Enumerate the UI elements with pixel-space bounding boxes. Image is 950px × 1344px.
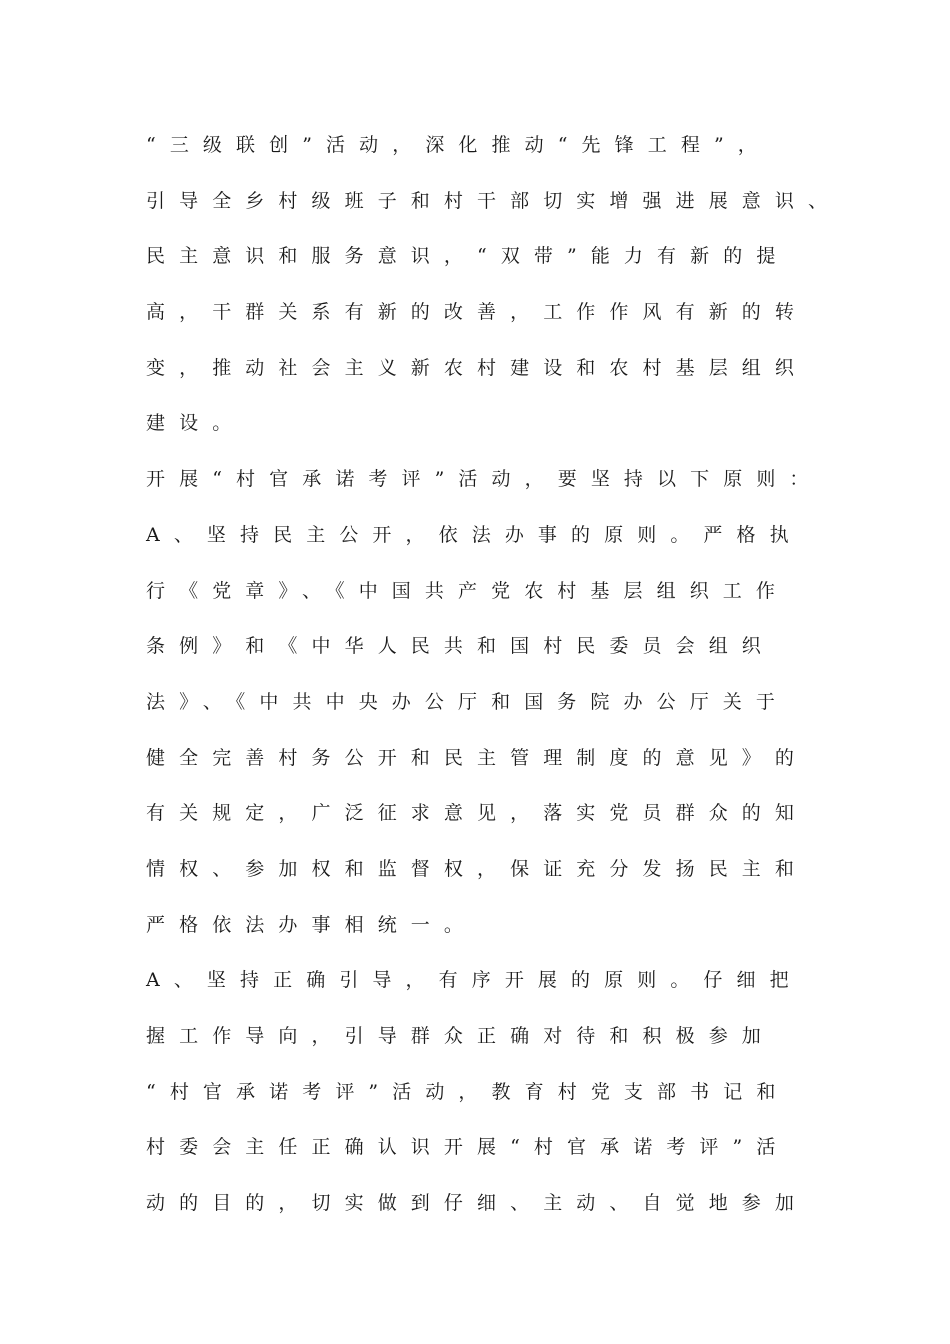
- text-line: 变，推动社会主义新农村建设和农村基层组织: [146, 356, 809, 379]
- text-line: 握工作导向，引导群众正确对待和积极参加: [146, 1025, 775, 1047]
- text-line: “村官承诺考评”活动，教育村党支部书记和: [146, 1080, 790, 1103]
- text-line: 健全完善村务公开和民主管理制度的意见》的: [146, 746, 809, 769]
- document-body: [146, 126, 906, 1240]
- text-line: A、坚持正确引导，有序开展的原则。仔细把: [146, 969, 803, 992]
- text-line: 有关规定，广泛征求意见，落实党员群众的知: [146, 802, 809, 825]
- text-line: 条例》和《中华人民共和国村民委员会组织: [146, 635, 775, 658]
- text-line: A、坚持民主公开，依法办事的原则。严格执: [146, 523, 803, 546]
- text-line: 情权、参加权和监督权，保证充分发扬民主和: [146, 857, 809, 880]
- text-line: 引导全乡村级班子和村干部切实增强进展意识、: [146, 189, 842, 212]
- text-line: 严格依法办事相统一。: [146, 913, 478, 936]
- text-line: 动的目的，切实做到仔细、主动、自觉地参加: [146, 1192, 809, 1215]
- text-line: “三级联创”活动，深化推动“先锋工程”，: [146, 134, 771, 156]
- text-line: 开展“村官承诺考评”活动，要坚持以下原则：: [146, 468, 823, 491]
- text-line: 行《党章》、《中国共产党农村基层组织工作: [146, 579, 790, 602]
- text-line: 村委会主任正确认识开展“村官承诺考评”活: [146, 1136, 790, 1159]
- text-line: 建设。: [146, 412, 246, 435]
- text-line: 法》、《中共中央办公厅和国务院办公厅关于: [146, 690, 790, 713]
- text-line: 民主意识和服务意识，“双带”能力有新的提: [146, 245, 790, 268]
- text-line: 高，干群关系有新的改善，工作作风有新的转: [146, 301, 809, 324]
